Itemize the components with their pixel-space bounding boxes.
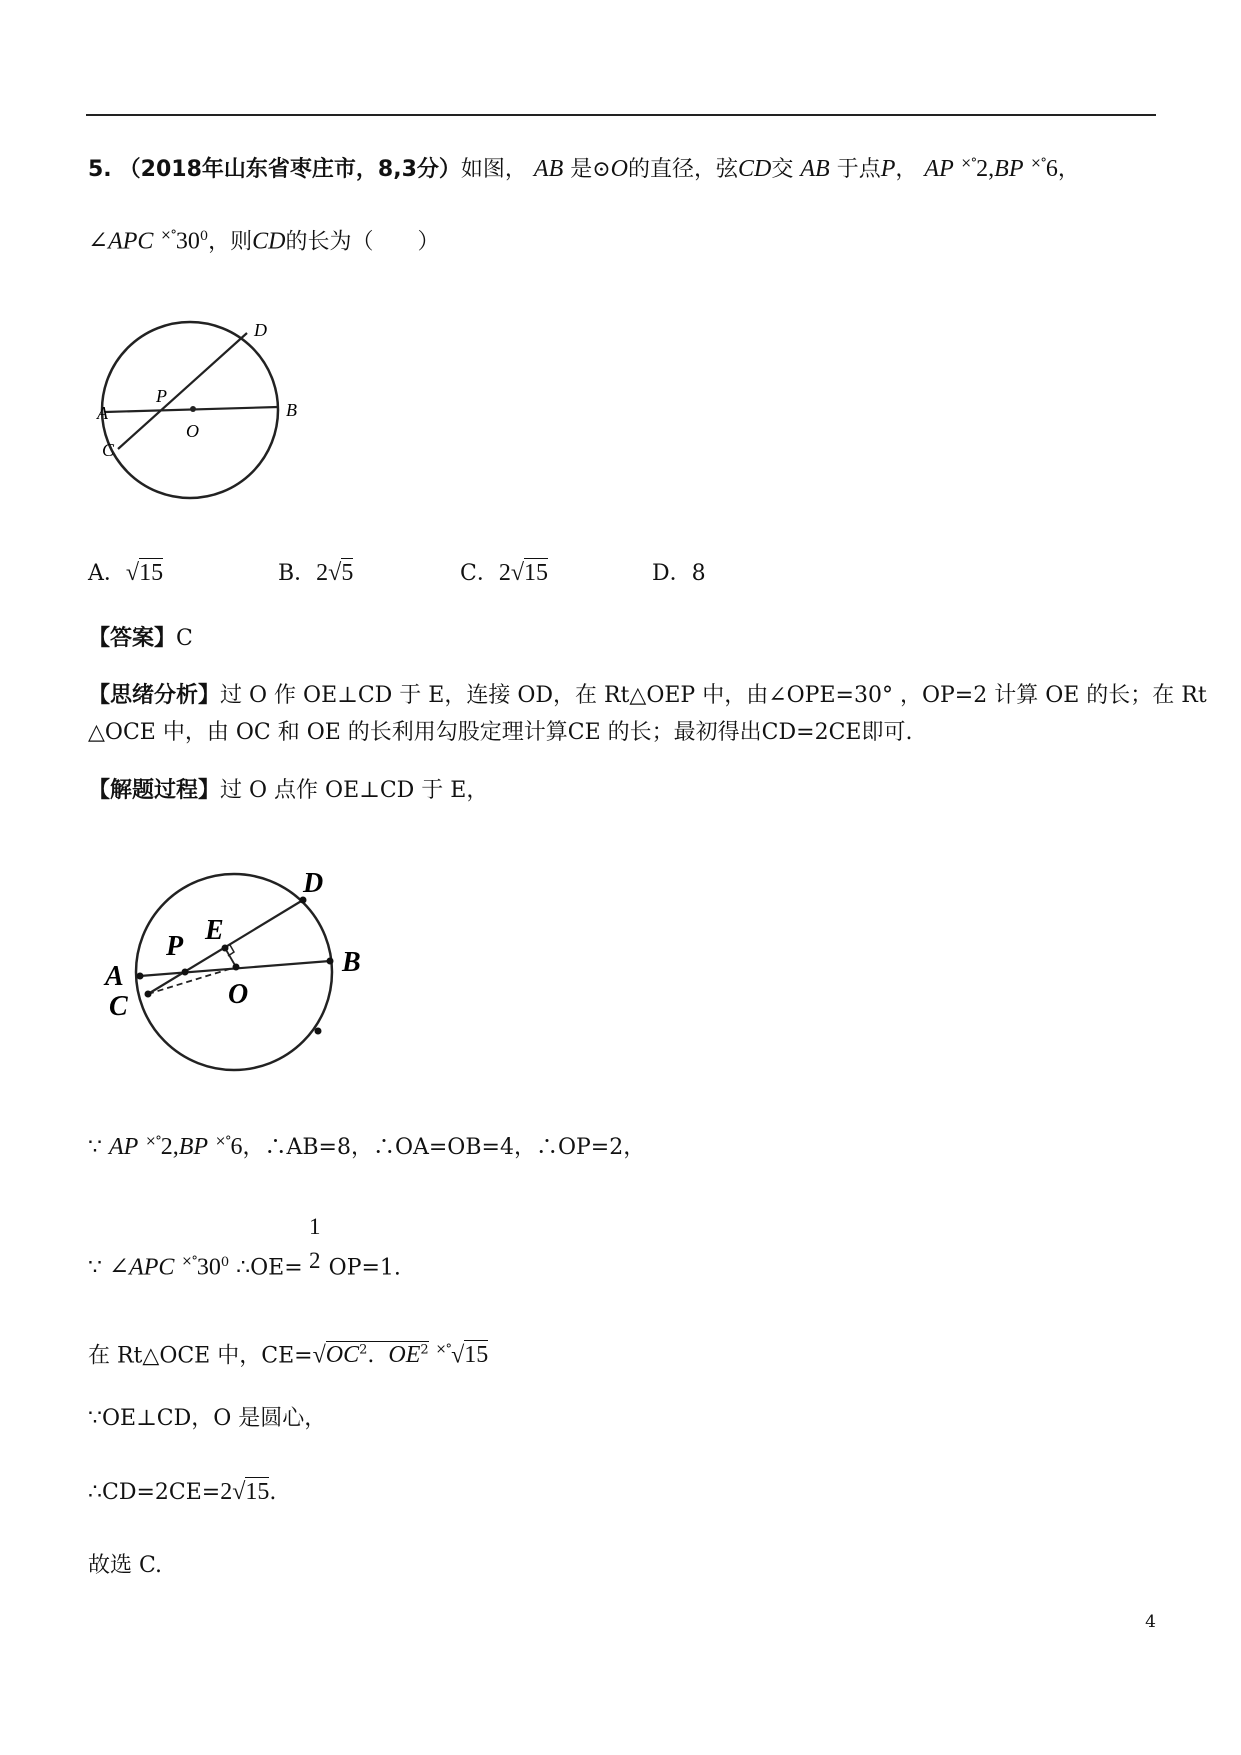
label-b: B [342, 947, 361, 978]
fraction-denominator: 2 [309, 1248, 321, 1273]
circle-figure-1 [90, 315, 320, 515]
question-number: 5. [88, 157, 112, 182]
analysis-line-2: △OCE 中，由 OC 和 OE 的长利用勾股定理计算CE 的长；最初得出CD=2CE即可. [88, 720, 913, 745]
missing-glyph-icon: ×° [435, 1342, 452, 1358]
question-line-2: ∠APC $^{\times^\circ}30^0$，则CD的长为（ ） [88, 228, 440, 255]
missing-glyph-icon: ×° [1030, 156, 1046, 171]
analysis-tag: 【思绪分析】 [88, 683, 221, 708]
analysis-line-1: 【思绪分析】过 O 作 OE⊥CD 于 E，连接 OD，在 Rt△OEP 中，由∠OPE=30° ，OP=2 计算 OE 的长；在 Rt [88, 683, 1207, 708]
label-a: A [97, 403, 108, 423]
question-source: （2018年山东省枣庄市，8,3分） [118, 157, 461, 182]
answer-tag: 【答案】 [88, 626, 177, 651]
missing-glyph-icon: ×° [215, 1134, 231, 1149]
point-extra [315, 1028, 322, 1035]
missing-glyph-icon: ×° [145, 1134, 161, 1149]
solution-step-3: 在 Rt△OCE 中，$CE=√OC^2$. $OE^2$ ×°√15 [88, 1342, 489, 1369]
solution-line-1: 【解题过程】过 O 点作 OE⊥CD 于 E， [88, 778, 489, 803]
label-o: O [186, 421, 199, 441]
label-c: C [109, 991, 128, 1022]
label-b: B [286, 400, 297, 420]
solution-tag: 【解题过程】 [88, 778, 221, 803]
label-o: O [228, 979, 249, 1010]
center-point [190, 406, 196, 412]
circle-figure-2 [95, 855, 385, 1075]
solution-step-1: ∵ AP ×°2,BP ×°6，∴AB=8，∴OA=OB=4，∴OP=2， [88, 1134, 646, 1160]
answer-value: C [176, 626, 193, 651]
option-d: D．8 [652, 561, 706, 586]
label-d: D [254, 320, 267, 340]
point-a [137, 973, 144, 980]
label-e: E [205, 915, 224, 946]
option-c: C．2√15 [460, 560, 549, 586]
label-p: P [156, 386, 167, 406]
option-a: A．√15 [88, 560, 164, 586]
label-c: C [102, 440, 115, 460]
solution-step-5: ∴CD=2CE=2√15. [88, 1479, 277, 1505]
point-c [145, 991, 152, 998]
label-a: A [105, 961, 124, 992]
page-number: 4 [1145, 1612, 1156, 1632]
question-line-1: 5. （2018年山东省枣庄市，8,3分）如图， AB 是⊙O的直径，弦CD交 AB 于点P， AP ×°2,BP ×°6， [88, 156, 1080, 182]
missing-glyph-icon: ×° [160, 228, 176, 244]
missing-glyph-icon: ×° [960, 156, 977, 171]
point-b [327, 958, 334, 965]
option-b: B．2√5 [278, 560, 354, 586]
solution-step-4: ∵OE⊥CD，O 是圆心， [88, 1406, 327, 1431]
fraction-numerator: 1 [309, 1214, 321, 1239]
chord-cd [118, 333, 247, 449]
header-rule [86, 114, 1156, 116]
missing-glyph-icon: ×° [181, 1254, 197, 1270]
solution-step-2: ∵ ∠APC $^{\times^\circ}30^0$ ∴OE= OP=1. [88, 1254, 401, 1281]
point-o [233, 964, 240, 971]
point-p [182, 969, 189, 976]
label-d: D [303, 868, 324, 899]
label-p: P [166, 931, 184, 962]
answer-line [88, 624, 193, 654]
solution-step-6: 故选 C. [88, 1553, 163, 1578]
